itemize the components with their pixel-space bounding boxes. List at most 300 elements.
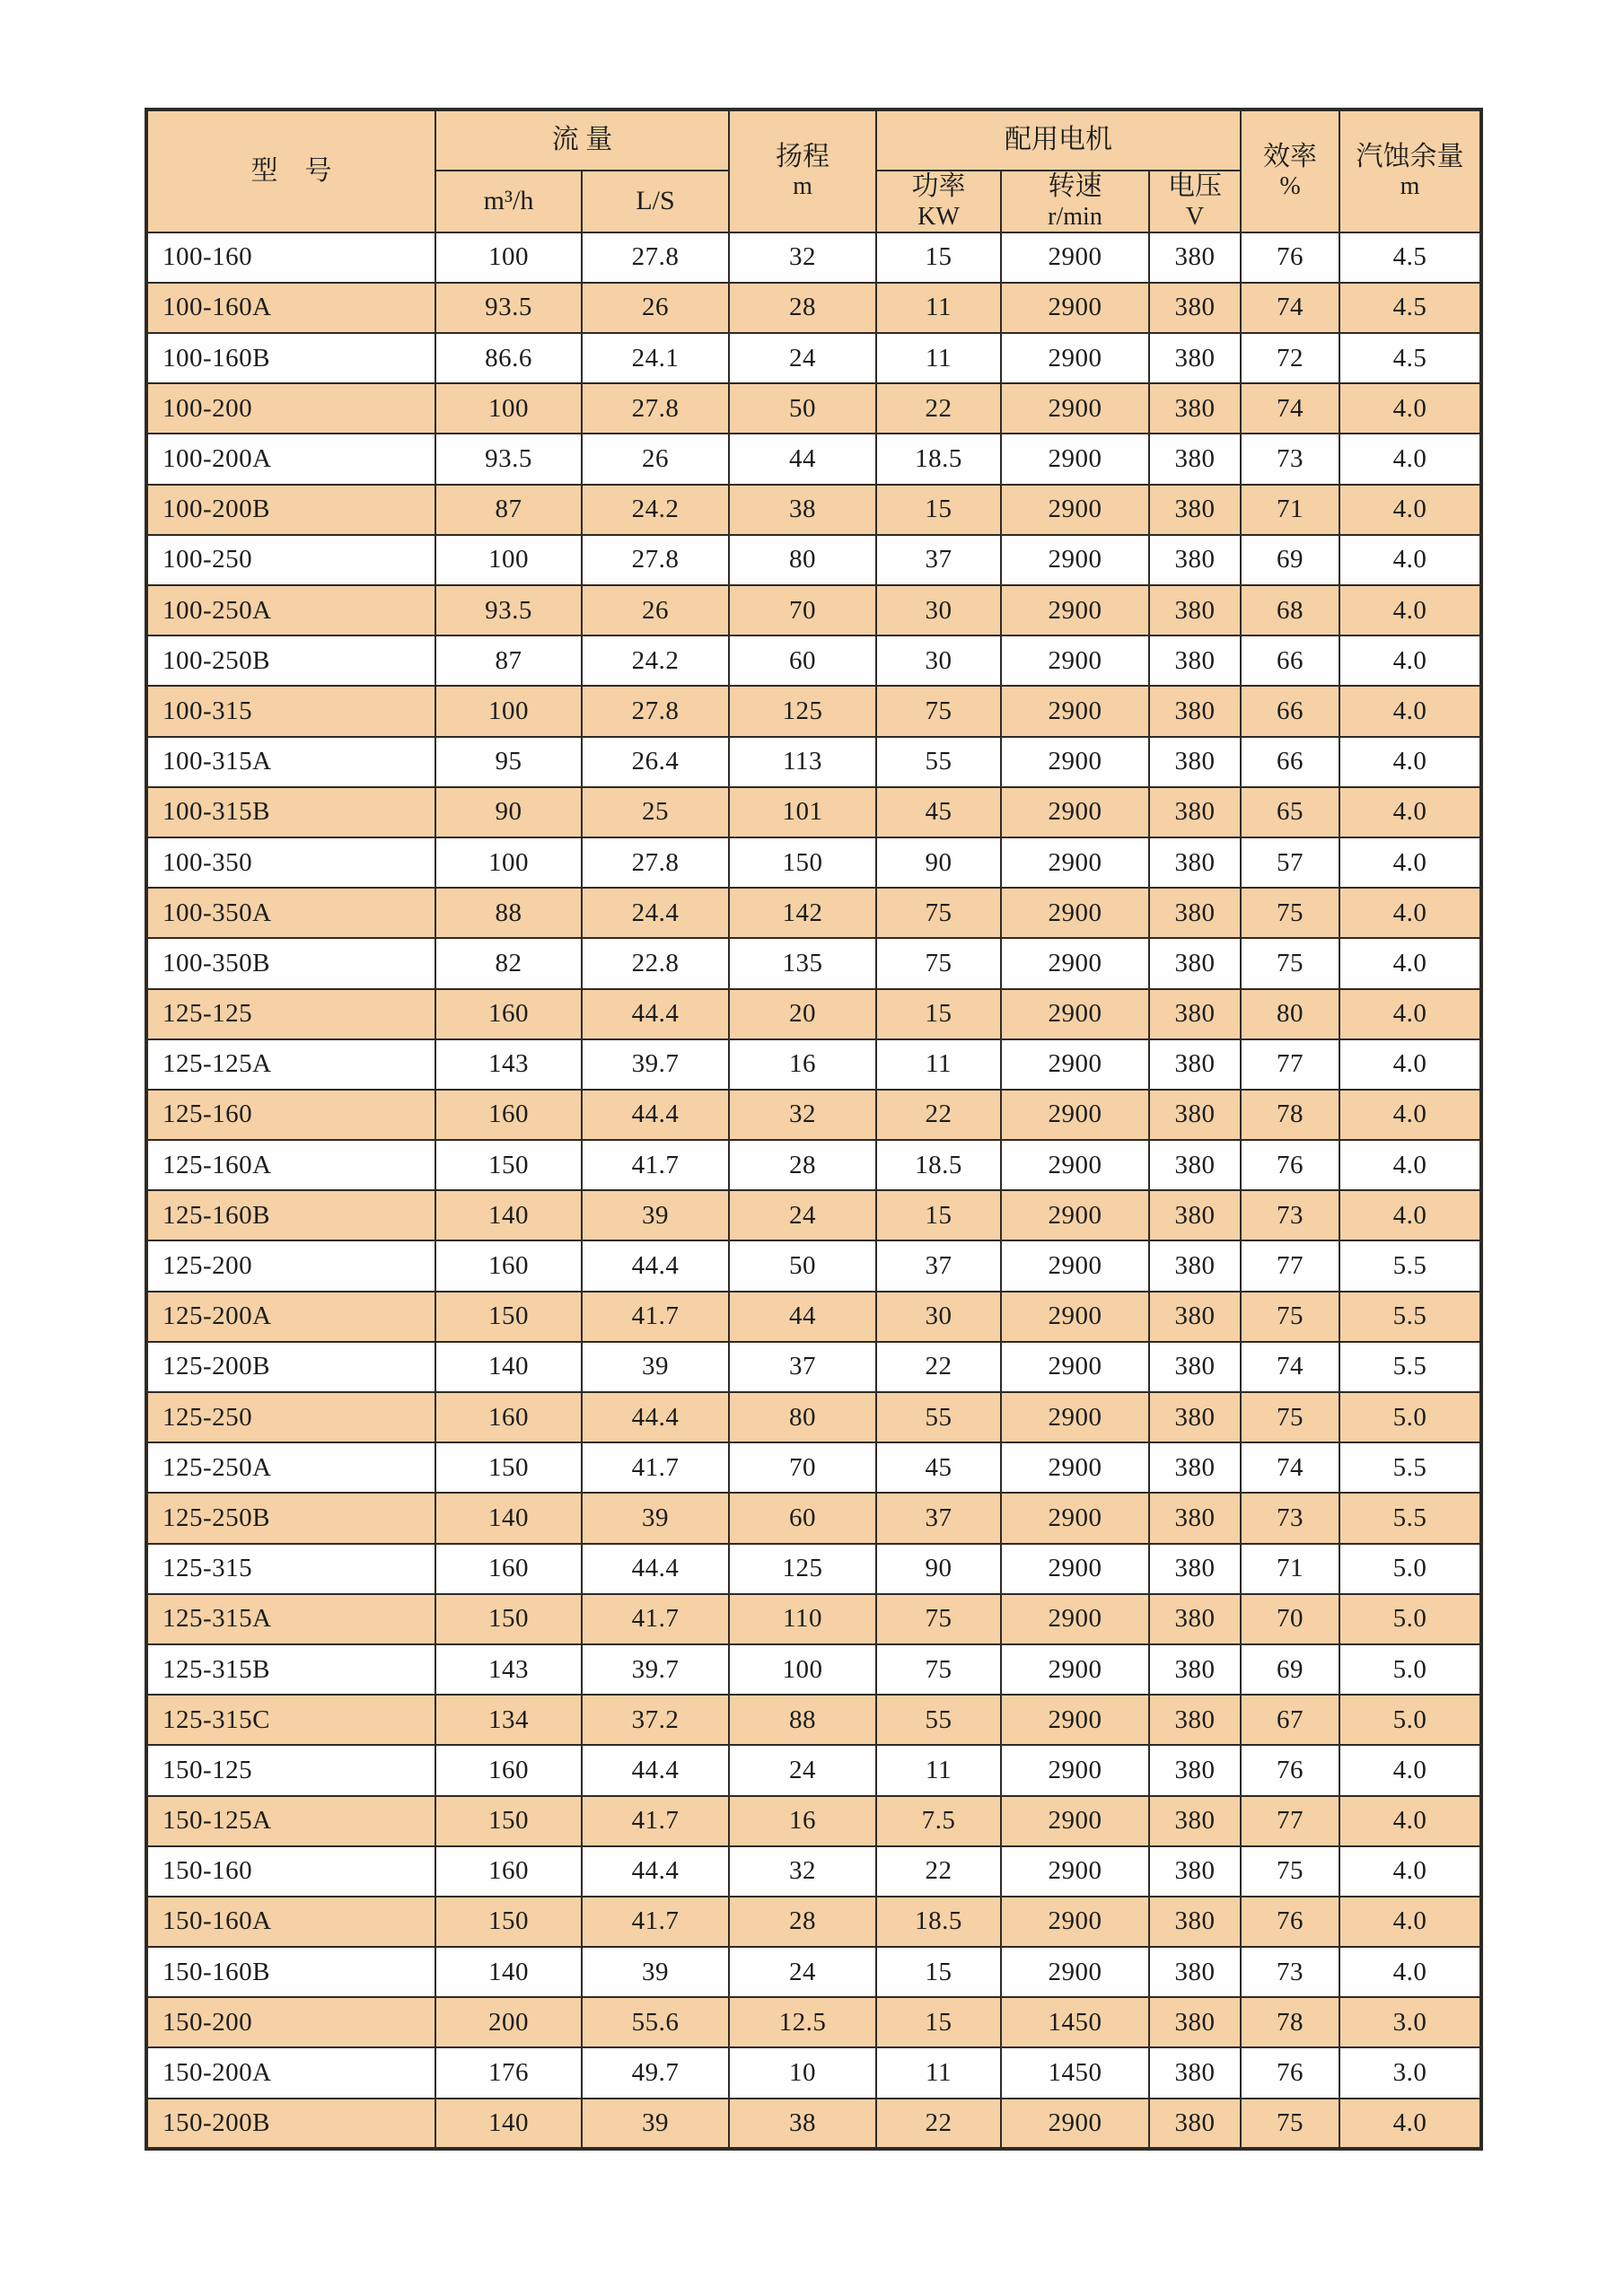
cell-voltage: 380 (1149, 1039, 1241, 1090)
cell-head: 125 (729, 1544, 876, 1594)
cell-voltage: 380 (1149, 585, 1241, 635)
cell-npsh: 5.5 (1339, 1342, 1481, 1392)
cell-head: 80 (729, 1392, 876, 1442)
cell-flow_ls: 41.7 (582, 1594, 729, 1644)
cell-speed: 2900 (1001, 1897, 1149, 1947)
cell-flow_m3h: 87 (435, 635, 582, 686)
cell-voltage: 380 (1149, 1997, 1241, 2047)
cell-head: 38 (729, 2099, 876, 2149)
cell-flow_m3h: 100 (435, 837, 582, 888)
header-power (876, 171, 1001, 232)
cell-efficiency: 74 (1241, 383, 1339, 434)
cell-npsh: 4.5 (1339, 333, 1481, 383)
cell-npsh: 4.0 (1339, 585, 1481, 635)
cell-efficiency: 76 (1241, 2047, 1339, 2098)
table-row (146, 283, 1481, 333)
cell-speed: 2900 (1001, 232, 1149, 283)
cell-flow_m3h: 160 (435, 1745, 582, 1795)
cell-efficiency: 75 (1241, 1392, 1339, 1442)
cell-npsh: 4.0 (1339, 837, 1481, 888)
cell-npsh: 4.0 (1339, 535, 1481, 585)
cell-power: 22 (876, 1090, 1001, 1140)
cell-flow_m3h: 88 (435, 888, 582, 938)
cell-flow_m3h: 160 (435, 1240, 582, 1291)
cell-npsh: 5.0 (1339, 1594, 1481, 1644)
cell-flow_m3h: 160 (435, 1090, 582, 1140)
cell-efficiency: 73 (1241, 434, 1339, 484)
cell-flow_ls: 41.7 (582, 1796, 729, 1846)
cell-flow_m3h: 82 (435, 938, 582, 988)
header-model-label: 型 号 (250, 155, 332, 186)
cell-speed: 2900 (1001, 1240, 1149, 1291)
cell-voltage: 380 (1149, 1342, 1241, 1392)
cell-voltage: 380 (1149, 2099, 1241, 2149)
table-row (146, 1292, 1481, 1342)
cell-flow_ls: 44.4 (582, 989, 729, 1039)
cell-flow_ls: 27.8 (582, 837, 729, 888)
cell-npsh: 5.5 (1339, 1442, 1481, 1493)
table-row (146, 1039, 1481, 1090)
cell-voltage: 380 (1149, 686, 1241, 736)
cell-voltage: 380 (1149, 1090, 1241, 1140)
cell-efficiency: 77 (1241, 1039, 1339, 1090)
cell-flow_m3h: 143 (435, 1039, 582, 1090)
cell-npsh: 5.0 (1339, 1695, 1481, 1745)
cell-speed: 2900 (1001, 1292, 1149, 1342)
cell-power: 22 (876, 1342, 1001, 1392)
cell-flow_m3h: 87 (435, 485, 582, 535)
cell-voltage: 380 (1149, 535, 1241, 585)
cell-power: 55 (876, 1392, 1001, 1442)
cell-model: 125-200 (146, 1240, 435, 1291)
cell-efficiency: 78 (1241, 1997, 1339, 2047)
header-model (146, 110, 435, 232)
cell-flow_ls: 44.4 (582, 1846, 729, 1897)
cell-speed: 2900 (1001, 383, 1149, 434)
cell-head: 60 (729, 635, 876, 686)
cell-npsh: 4.0 (1339, 1140, 1481, 1190)
cell-head: 135 (729, 938, 876, 988)
cell-flow_m3h: 160 (435, 1846, 582, 1897)
cell-flow_m3h: 150 (435, 1292, 582, 1342)
cell-flow_m3h: 200 (435, 1997, 582, 2047)
cell-model: 100-160B (146, 333, 435, 383)
table-row (146, 2099, 1481, 2149)
cell-power: 75 (876, 1644, 1001, 1695)
cell-model: 125-160B (146, 1190, 435, 1240)
cell-efficiency: 66 (1241, 686, 1339, 736)
cell-voltage: 380 (1149, 837, 1241, 888)
cell-voltage: 380 (1149, 434, 1241, 484)
cell-flow_m3h: 150 (435, 1897, 582, 1947)
header-flow-group (435, 110, 729, 171)
cell-model: 100-315A (146, 737, 435, 787)
cell-head: 110 (729, 1594, 876, 1644)
cell-model: 100-160 (146, 232, 435, 283)
cell-head: 28 (729, 283, 876, 333)
cell-npsh: 5.0 (1339, 1644, 1481, 1695)
cell-efficiency: 76 (1241, 1745, 1339, 1795)
cell-npsh: 4.0 (1339, 1796, 1481, 1846)
table-row (146, 837, 1481, 888)
cell-model: 125-160A (146, 1140, 435, 1190)
cell-voltage: 380 (1149, 1442, 1241, 1493)
cell-speed: 2900 (1001, 1695, 1149, 1745)
cell-head: 88 (729, 1695, 876, 1745)
header-speed (1001, 171, 1149, 232)
cell-power: 15 (876, 1947, 1001, 1997)
cell-flow_ls: 39 (582, 1493, 729, 1543)
cell-head: 10 (729, 2047, 876, 2098)
cell-flow_ls: 24.1 (582, 333, 729, 383)
cell-head: 44 (729, 434, 876, 484)
cell-speed: 2900 (1001, 1039, 1149, 1090)
cell-efficiency: 72 (1241, 333, 1339, 383)
cell-power: 15 (876, 232, 1001, 283)
cell-efficiency: 75 (1241, 1292, 1339, 1342)
cell-head: 44 (729, 1292, 876, 1342)
cell-speed: 2900 (1001, 1644, 1149, 1695)
cell-voltage: 380 (1149, 283, 1241, 333)
cell-flow_ls: 39.7 (582, 1644, 729, 1695)
cell-flow_ls: 44.4 (582, 1090, 729, 1140)
cell-efficiency: 73 (1241, 1190, 1339, 1240)
cell-model: 100-315B (146, 787, 435, 837)
header-npsh-label: 汽蚀余量 (1356, 141, 1464, 171)
cell-model: 125-160 (146, 1090, 435, 1140)
cell-flow_ls: 41.7 (582, 1292, 729, 1342)
cell-efficiency: 67 (1241, 1695, 1339, 1745)
cell-flow_m3h: 140 (435, 1190, 582, 1240)
cell-npsh: 4.0 (1339, 2099, 1481, 2149)
table-row (146, 1796, 1481, 1846)
cell-flow_m3h: 134 (435, 1695, 582, 1745)
cell-model: 150-200B (146, 2099, 435, 2149)
cell-head: 150 (729, 837, 876, 888)
cell-npsh: 4.0 (1339, 1947, 1481, 1997)
cell-model: 100-315 (146, 686, 435, 736)
cell-efficiency: 73 (1241, 1493, 1339, 1543)
cell-efficiency: 73 (1241, 1947, 1339, 1997)
cell-voltage: 380 (1149, 1594, 1241, 1644)
cell-npsh: 4.5 (1339, 232, 1481, 283)
cell-model: 150-125 (146, 1745, 435, 1795)
cell-efficiency: 75 (1241, 938, 1339, 988)
cell-flow_ls: 55.6 (582, 1997, 729, 2047)
cell-flow_ls: 39.7 (582, 1039, 729, 1090)
cell-flow_ls: 24.2 (582, 485, 729, 535)
cell-speed: 2900 (1001, 1745, 1149, 1795)
header-flow-m3h: m³/h (435, 171, 582, 232)
cell-speed: 2900 (1001, 686, 1149, 736)
cell-flow_m3h: 160 (435, 1544, 582, 1594)
cell-speed: 2900 (1001, 1796, 1149, 1846)
header-voltage (1149, 171, 1241, 232)
cell-model: 100-200B (146, 485, 435, 535)
cell-speed: 2900 (1001, 1846, 1149, 1897)
cell-npsh: 5.5 (1339, 1292, 1481, 1342)
cell-efficiency: 71 (1241, 485, 1339, 535)
header-voltage-unit: V (1185, 202, 1205, 231)
cell-speed: 2900 (1001, 2099, 1149, 2149)
table-row (146, 888, 1481, 938)
cell-power: 15 (876, 1997, 1001, 2047)
cell-power: 75 (876, 938, 1001, 988)
cell-flow_ls: 24.4 (582, 888, 729, 938)
cell-flow_m3h: 140 (435, 1947, 582, 1997)
cell-voltage: 380 (1149, 1947, 1241, 1997)
cell-head: 70 (729, 1442, 876, 1493)
cell-head: 80 (729, 535, 876, 585)
table-row (146, 1493, 1481, 1543)
cell-flow_m3h: 160 (435, 989, 582, 1039)
cell-efficiency: 57 (1241, 837, 1339, 888)
cell-model: 125-250B (146, 1493, 435, 1543)
header-motor-group (876, 110, 1241, 171)
cell-model: 125-125 (146, 989, 435, 1039)
table-row (146, 1594, 1481, 1644)
cell-flow_ls: 39 (582, 2099, 729, 2149)
cell-flow_m3h: 160 (435, 1392, 582, 1442)
cell-power: 45 (876, 1442, 1001, 1493)
cell-efficiency: 76 (1241, 232, 1339, 283)
cell-power: 75 (876, 1594, 1001, 1644)
table-row (146, 1190, 1481, 1240)
cell-efficiency: 80 (1241, 989, 1339, 1039)
cell-model: 125-315B (146, 1644, 435, 1695)
cell-speed: 2900 (1001, 837, 1149, 888)
cell-voltage: 380 (1149, 1644, 1241, 1695)
cell-power: 18.5 (876, 1897, 1001, 1947)
cell-flow_m3h: 90 (435, 787, 582, 837)
cell-power: 90 (876, 1544, 1001, 1594)
cell-flow_ls: 39 (582, 1342, 729, 1392)
cell-power: 90 (876, 837, 1001, 888)
cell-flow_ls: 25 (582, 787, 729, 837)
table-row (146, 635, 1481, 686)
cell-speed: 2900 (1001, 1442, 1149, 1493)
cell-model: 100-160A (146, 283, 435, 333)
cell-power: 18.5 (876, 1140, 1001, 1190)
cell-model: 125-315C (146, 1695, 435, 1745)
cell-flow_m3h: 100 (435, 232, 582, 283)
cell-flow_ls: 27.8 (582, 232, 729, 283)
cell-flow_ls: 27.8 (582, 383, 729, 434)
cell-flow_ls: 41.7 (582, 1897, 729, 1947)
cell-power: 22 (876, 2099, 1001, 2149)
cell-power: 30 (876, 635, 1001, 686)
cell-flow_m3h: 93.5 (435, 434, 582, 484)
header-flow-ls: L/S (582, 171, 729, 232)
cell-head: 142 (729, 888, 876, 938)
cell-voltage: 380 (1149, 1392, 1241, 1442)
cell-model: 100-250B (146, 635, 435, 686)
table-row (146, 1544, 1481, 1594)
cell-head: 32 (729, 1846, 876, 1897)
cell-efficiency: 69 (1241, 535, 1339, 585)
cell-voltage: 380 (1149, 485, 1241, 535)
cell-power: 11 (876, 283, 1001, 333)
cell-npsh: 5.5 (1339, 1240, 1481, 1291)
table-row (146, 1745, 1481, 1795)
header-efficiency-label: 效率 (1263, 141, 1318, 171)
table-row (146, 2047, 1481, 2098)
cell-power: 45 (876, 787, 1001, 837)
cell-power: 7.5 (876, 1796, 1001, 1846)
table-row (146, 333, 1481, 383)
cell-efficiency: 66 (1241, 635, 1339, 686)
cell-flow_ls: 44.4 (582, 1544, 729, 1594)
cell-power: 15 (876, 485, 1001, 535)
cell-efficiency: 69 (1241, 1644, 1339, 1695)
cell-speed: 2900 (1001, 989, 1149, 1039)
cell-power: 55 (876, 737, 1001, 787)
cell-head: 101 (729, 787, 876, 837)
cell-efficiency: 77 (1241, 1240, 1339, 1291)
cell-flow_ls: 49.7 (582, 2047, 729, 2098)
cell-npsh: 4.0 (1339, 383, 1481, 434)
cell-power: 75 (876, 888, 1001, 938)
cell-head: 20 (729, 989, 876, 1039)
cell-flow_ls: 44.4 (582, 1745, 729, 1795)
cell-npsh: 4.0 (1339, 1190, 1481, 1240)
cell-speed: 2900 (1001, 1140, 1149, 1190)
cell-npsh: 4.0 (1339, 1090, 1481, 1140)
cell-voltage: 380 (1149, 1745, 1241, 1795)
cell-npsh: 4.0 (1339, 1897, 1481, 1947)
cell-head: 100 (729, 1644, 876, 1695)
table-row (146, 787, 1481, 837)
cell-efficiency: 70 (1241, 1594, 1339, 1644)
cell-npsh: 4.0 (1339, 1846, 1481, 1897)
cell-model: 100-250 (146, 535, 435, 585)
cell-model: 125-125A (146, 1039, 435, 1090)
cell-model: 100-350A (146, 888, 435, 938)
cell-power: 15 (876, 989, 1001, 1039)
table-row (146, 1947, 1481, 1997)
cell-npsh: 5.5 (1339, 1493, 1481, 1543)
cell-head: 113 (729, 737, 876, 787)
cell-flow_m3h: 150 (435, 1594, 582, 1644)
cell-efficiency: 78 (1241, 1090, 1339, 1140)
cell-efficiency: 76 (1241, 1140, 1339, 1190)
cell-head: 70 (729, 585, 876, 635)
cell-speed: 2900 (1001, 283, 1149, 333)
cell-model: 150-200A (146, 2047, 435, 2098)
cell-speed: 2900 (1001, 1392, 1149, 1442)
cell-power: 11 (876, 1039, 1001, 1090)
header-efficiency-unit: % (1279, 172, 1301, 200)
cell-flow_m3h: 93.5 (435, 283, 582, 333)
cell-voltage: 380 (1149, 1493, 1241, 1543)
cell-voltage: 380 (1149, 2047, 1241, 2098)
table-row (146, 938, 1481, 988)
cell-power: 37 (876, 1240, 1001, 1291)
cell-flow_ls: 26 (582, 283, 729, 333)
table-row (146, 383, 1481, 434)
cell-head: 37 (729, 1342, 876, 1392)
cell-flow_ls: 44.4 (582, 1392, 729, 1442)
cell-flow_ls: 41.7 (582, 1442, 729, 1493)
cell-speed: 2900 (1001, 1594, 1149, 1644)
cell-head: 50 (729, 1240, 876, 1291)
cell-speed: 2900 (1001, 787, 1149, 837)
cell-voltage: 380 (1149, 1846, 1241, 1897)
cell-head: 16 (729, 1039, 876, 1090)
cell-head: 125 (729, 686, 876, 736)
table-row (146, 989, 1481, 1039)
cell-speed: 2900 (1001, 888, 1149, 938)
table-row (146, 686, 1481, 736)
cell-voltage: 380 (1149, 1695, 1241, 1745)
cell-speed: 2900 (1001, 1090, 1149, 1140)
cell-head: 24 (729, 333, 876, 383)
cell-npsh: 4.5 (1339, 283, 1481, 333)
cell-speed: 1450 (1001, 1997, 1149, 2047)
cell-flow_m3h: 140 (435, 1493, 582, 1543)
cell-efficiency: 74 (1241, 1342, 1339, 1392)
cell-voltage: 380 (1149, 1544, 1241, 1594)
header-head (729, 110, 876, 232)
cell-voltage: 380 (1149, 232, 1241, 283)
cell-flow_m3h: 86.6 (435, 333, 582, 383)
cell-head: 24 (729, 1190, 876, 1240)
cell-efficiency: 75 (1241, 888, 1339, 938)
cell-head: 60 (729, 1493, 876, 1543)
cell-efficiency: 75 (1241, 1846, 1339, 1897)
cell-head: 32 (729, 1090, 876, 1140)
cell-npsh: 4.0 (1339, 787, 1481, 837)
cell-speed: 2900 (1001, 585, 1149, 635)
cell-model: 125-200B (146, 1342, 435, 1392)
cell-power: 37 (876, 1493, 1001, 1543)
cell-npsh: 4.0 (1339, 635, 1481, 686)
cell-voltage: 380 (1149, 1140, 1241, 1190)
table-row (146, 1240, 1481, 1291)
cell-head: 24 (729, 1745, 876, 1795)
cell-power: 30 (876, 1292, 1001, 1342)
cell-speed: 2900 (1001, 1947, 1149, 1997)
cell-efficiency: 68 (1241, 585, 1339, 635)
cell-model: 100-200 (146, 383, 435, 434)
cell-speed: 2900 (1001, 1544, 1149, 1594)
cell-speed: 2900 (1001, 333, 1149, 383)
cell-model: 100-250A (146, 585, 435, 635)
cell-power: 37 (876, 535, 1001, 585)
cell-power: 11 (876, 2047, 1001, 2098)
cell-model: 125-250 (146, 1392, 435, 1442)
cell-head: 16 (729, 1796, 876, 1846)
cell-voltage: 380 (1149, 888, 1241, 938)
cell-npsh: 3.0 (1339, 1997, 1481, 2047)
cell-speed: 2900 (1001, 635, 1149, 686)
cell-npsh: 4.0 (1339, 485, 1481, 535)
cell-model: 125-250A (146, 1442, 435, 1493)
cell-npsh: 4.0 (1339, 737, 1481, 787)
cell-speed: 2900 (1001, 1493, 1149, 1543)
cell-flow_m3h: 150 (435, 1796, 582, 1846)
table-row (146, 1442, 1481, 1493)
header-row-groups (146, 110, 1481, 171)
table-row (146, 1846, 1481, 1897)
cell-power: 30 (876, 585, 1001, 635)
header-efficiency (1241, 110, 1339, 232)
cell-efficiency: 71 (1241, 1544, 1339, 1594)
cell-speed: 1450 (1001, 2047, 1149, 2098)
cell-voltage: 380 (1149, 635, 1241, 686)
cell-power: 75 (876, 686, 1001, 736)
cell-model: 100-200A (146, 434, 435, 484)
